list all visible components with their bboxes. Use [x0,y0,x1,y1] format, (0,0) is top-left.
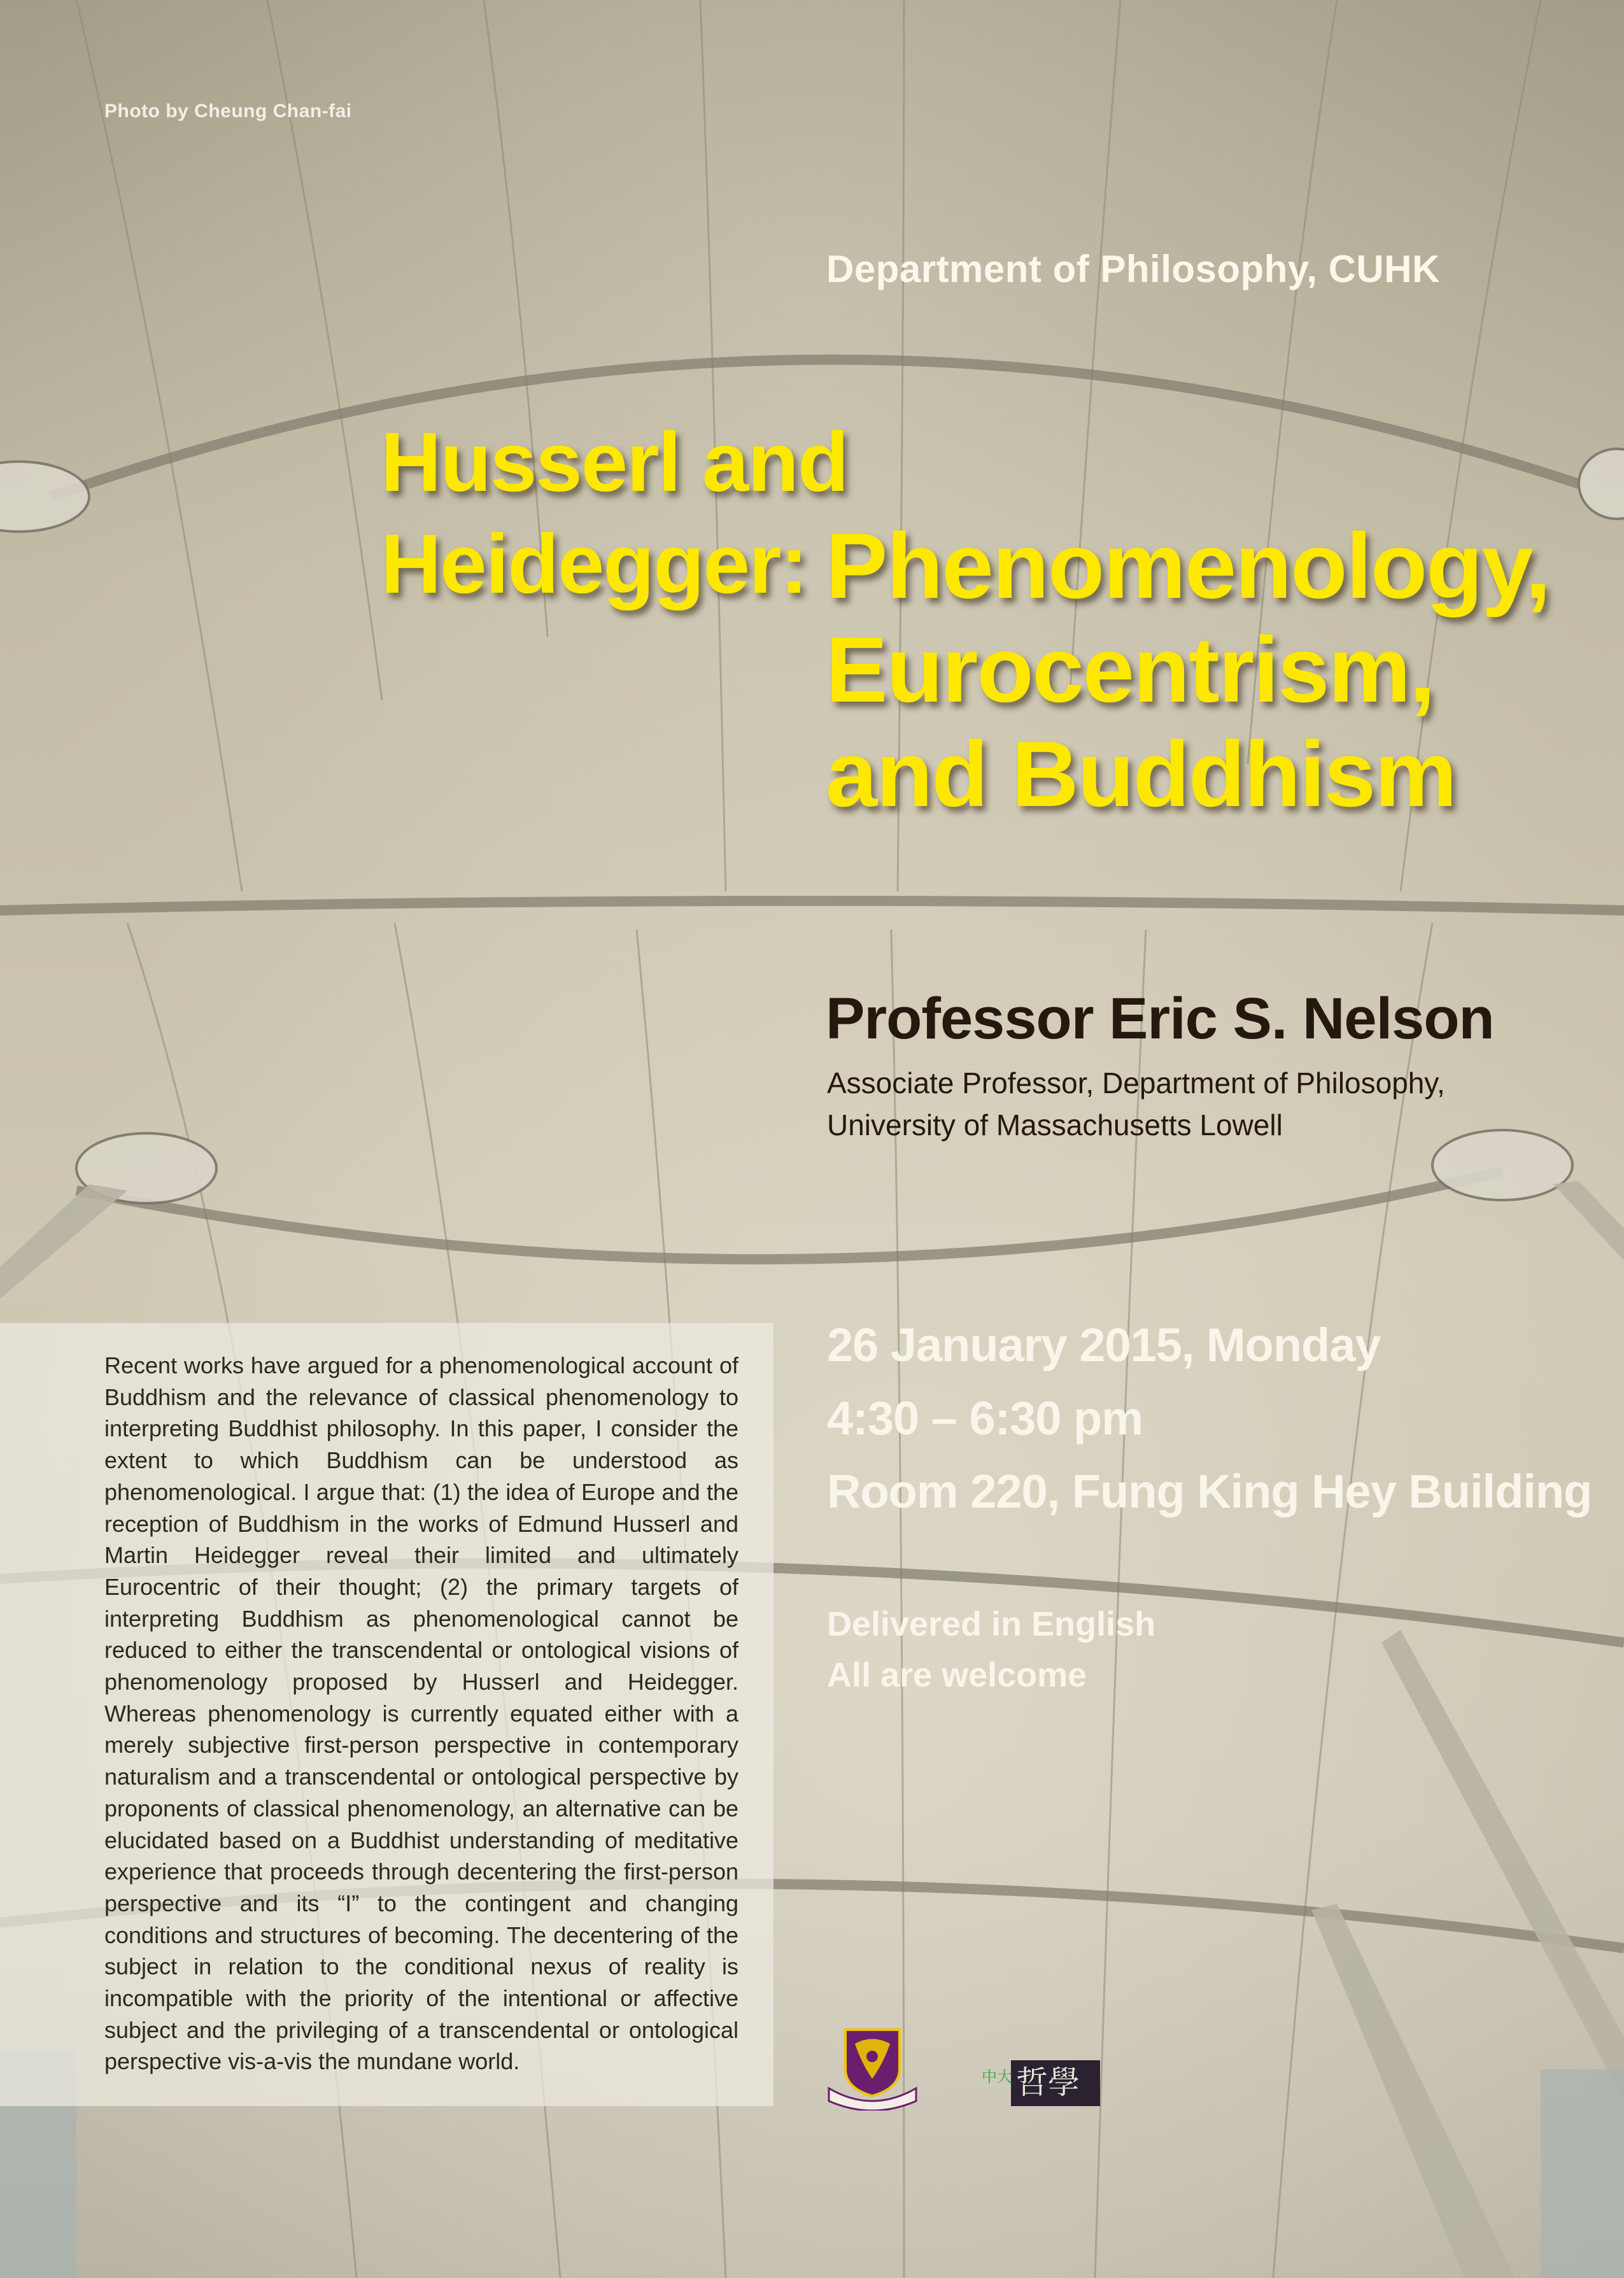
logo-text-small: 中大 [982,2068,1012,2086]
title-line-2: Heidegger: [381,517,807,611]
speaker-affiliation-line-1: Associate Professor, Department of Philosophy, [827,1066,1445,1100]
abstract-text: Recent works have argued for a phenomenological account of Buddhism and the relevance of classical phenomenology to interpreting Buddhist philosophy. In this paper, I consider the extent to which Buddhism can be understood as phenomenological. I argue that: (1) the idea of Europe and the reception of Buddhism in the works of Edmund Husserl and Martin Heidegger reveal their limited and ultimately Eurocentric of their thought; (2) the primary targets of interpreting Buddhism as phenomenological cannot be reduced to either the transcendental or ontological visions of phenomenology proposed by Husserl and Heidegger. Whereas phenomenology is currently equated either with a merely subjective first-person perspective in contemporary naturalism and a transcendental or ontological perspective by proponents of classical phenomenology, an alternative can be elucidated based on a Buddhist understanding of meditative experience that proceeds through decentering the first-person perspective and its “I” to the contingent and changing conditions and structures of becoming. The decentering of the subject in relation to the conditional nexus of reality is incompatible with the priority of the intentional or affective subject and the privileging of a transcendental or ontological perspective vis-a-vis the mundane world. [104,1352,738,2075]
speaker-affiliation-line-2: University of Massachusetts Lowell [827,1108,1283,1142]
logo-text-large: 哲學 [1016,2064,1080,2101]
title-line-1: Husserl and [381,415,848,509]
event-venue: Room 220, Fung King Hey Building [827,1465,1592,1518]
department-name: Department of Philosophy, CUHK [826,248,1440,290]
title-line-4: Eurocentrism, [826,618,1434,721]
philosophy-seal-logo [980,2058,1101,2109]
title-line-3: Phenomenology, [826,514,1550,618]
speaker-name: Professor Eric S. Nelson [826,986,1494,1051]
cuhk-crest-logo [826,2025,919,2111]
event-language: Delivered in English [827,1605,1156,1643]
event-welcome: All are welcome [827,1656,1087,1694]
photo-credit: Photo by Cheung Chan-fai [104,101,352,122]
event-time: 4:30 – 6:30 pm [827,1392,1143,1445]
event-date: 26 January 2015, Monday [827,1319,1381,1371]
title-line-5: and Buddhism [826,722,1456,826]
